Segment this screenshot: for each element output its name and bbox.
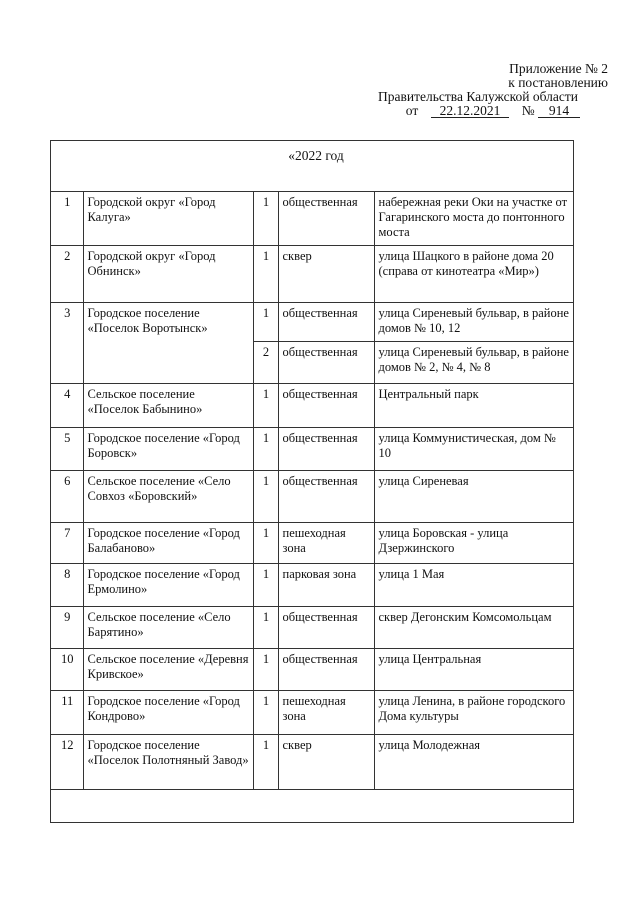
zone-index-cell: 2 (253, 342, 278, 384)
number-prefix: № (521, 103, 535, 118)
row-number: 7 (51, 523, 83, 564)
row-number: 5 (51, 428, 83, 471)
zone-location-cell: улица Шацкого в районе дома 20 (справа от кинотеатра «Мир») (374, 246, 573, 303)
zone-location-cell: улица Сиреневый бульвар, в районе домов № 10, 12 (374, 303, 573, 342)
zone-type-cell: общественная (278, 303, 374, 342)
table-row (51, 607, 573, 649)
table-row (51, 564, 573, 607)
zone-type-cell: общественная (278, 428, 374, 471)
row-number: 1 (51, 192, 83, 246)
zone-type-cell: общественная (278, 384, 374, 428)
table-row (51, 471, 573, 523)
zone-location-cell: улица Центральная (374, 649, 573, 691)
zone-type-cell: сквер (278, 735, 374, 790)
municipality-cell: Сельское поселение «Деревня Кривское» (83, 649, 253, 691)
zone-index-cell: 1 (253, 649, 278, 691)
zone-index-cell: 1 (253, 428, 278, 471)
municipality-cell: Городское поселение «Город Кондрово» (83, 691, 253, 735)
zones-table-frame (50, 140, 574, 823)
zone-index-cell: 1 (253, 735, 278, 790)
row-number: 12 (51, 735, 83, 790)
zone-index-cell: 1 (253, 303, 278, 342)
zone-index-cell: 1 (253, 246, 278, 303)
zone-index-cell: 1 (253, 564, 278, 607)
table-row (51, 192, 573, 246)
row-number: 3 (51, 303, 83, 384)
table-row (51, 246, 573, 303)
row-number: 4 (51, 384, 83, 428)
appendix-subtitle: к постановлению (508, 75, 608, 90)
table-row (51, 691, 573, 735)
zone-index-cell: 1 (253, 607, 278, 649)
municipality-cell: Городское поселение «Город Боровск» (83, 428, 253, 471)
zone-type-cell: парковая зона (278, 564, 374, 607)
zone-type-cell: общественная (278, 342, 374, 384)
zone-type-cell: общественная (278, 649, 374, 691)
municipality-cell: Сельское поселение «Село Барятино» (83, 607, 253, 649)
zone-location-cell: улица Ленина, в районе городского Дома культуры (374, 691, 573, 735)
zone-location-cell: улица Боровская - улица Дзержинского (374, 523, 573, 564)
municipality-cell: Городской округ «Город Обнинск» (83, 246, 253, 303)
zone-type-cell: общественная (278, 192, 374, 246)
zone-type-cell: пешеходная зона (278, 523, 374, 564)
zone-location-cell: улица Сиреневая (374, 471, 573, 523)
municipality-cell: Городское поселение «Город Балабаново» (83, 523, 253, 564)
zone-type-cell: пешеходная зона (278, 691, 374, 735)
municipality-cell: Сельское поселение «Село Совхоз «Боровский» (83, 471, 253, 523)
municipality-cell: Городское поселение «Поселок Воротынск» (83, 303, 253, 384)
zone-index-cell: 1 (253, 471, 278, 523)
municipality-cell: Городской округ «Город Калуга» (83, 192, 253, 246)
zone-location-cell: сквер Дегонским Комсомольцам (374, 607, 573, 649)
appendix-header (378, 62, 610, 118)
municipality-cell: Сельское поселение «Поселок Бабынино» (83, 384, 253, 428)
date-prefix: от (405, 103, 419, 118)
row-number: 10 (51, 649, 83, 691)
appendix-title: Приложение № 2 (509, 61, 608, 76)
municipality-cell: Городское поселение «Город Ермолино» (83, 564, 253, 607)
zone-location-cell: Центральный парк (374, 384, 573, 428)
table-row (51, 649, 573, 691)
table-row (51, 523, 573, 564)
table-caption: «2022 год (288, 148, 344, 163)
appendix-date-line (378, 104, 580, 118)
row-number: 9 (51, 607, 83, 649)
zone-location-cell: улица 1 Мая (374, 564, 573, 607)
table-row (51, 735, 573, 790)
zone-index-cell: 1 (253, 691, 278, 735)
zone-index-cell: 1 (253, 523, 278, 564)
row-number: 6 (51, 471, 83, 523)
zone-location-cell: улица Молодежная (374, 735, 573, 790)
decree-number: 914 (538, 104, 580, 118)
municipality-cell: Городское поселение «Поселок Полотняный Завод» (83, 735, 253, 790)
zone-location-cell: улица Сиреневый бульвар, в районе домов № 2, № 4, № 8 (374, 342, 573, 384)
decree-date: 22.12.2021 (431, 104, 509, 118)
row-number: 2 (51, 246, 83, 303)
zone-type-cell: сквер (278, 246, 374, 303)
zone-index-cell: 1 (253, 192, 278, 246)
table-row (51, 428, 573, 471)
appendix-issuer: Правительства Калужской области (377, 89, 578, 104)
zones-table-body (51, 192, 573, 790)
zone-type-cell: общественная (278, 607, 374, 649)
table-row (51, 303, 573, 342)
zone-location-cell: набережная реки Оки на участке от Гагаринского моста до понтонного моста (374, 192, 573, 246)
zones-table (51, 191, 573, 790)
zone-type-cell: общественная (278, 471, 374, 523)
row-number: 11 (51, 691, 83, 735)
row-number: 8 (51, 564, 83, 607)
zone-location-cell: улица Коммунистическая, дом № 10 (374, 428, 573, 471)
table-row (51, 384, 573, 428)
zone-index-cell: 1 (253, 384, 278, 428)
